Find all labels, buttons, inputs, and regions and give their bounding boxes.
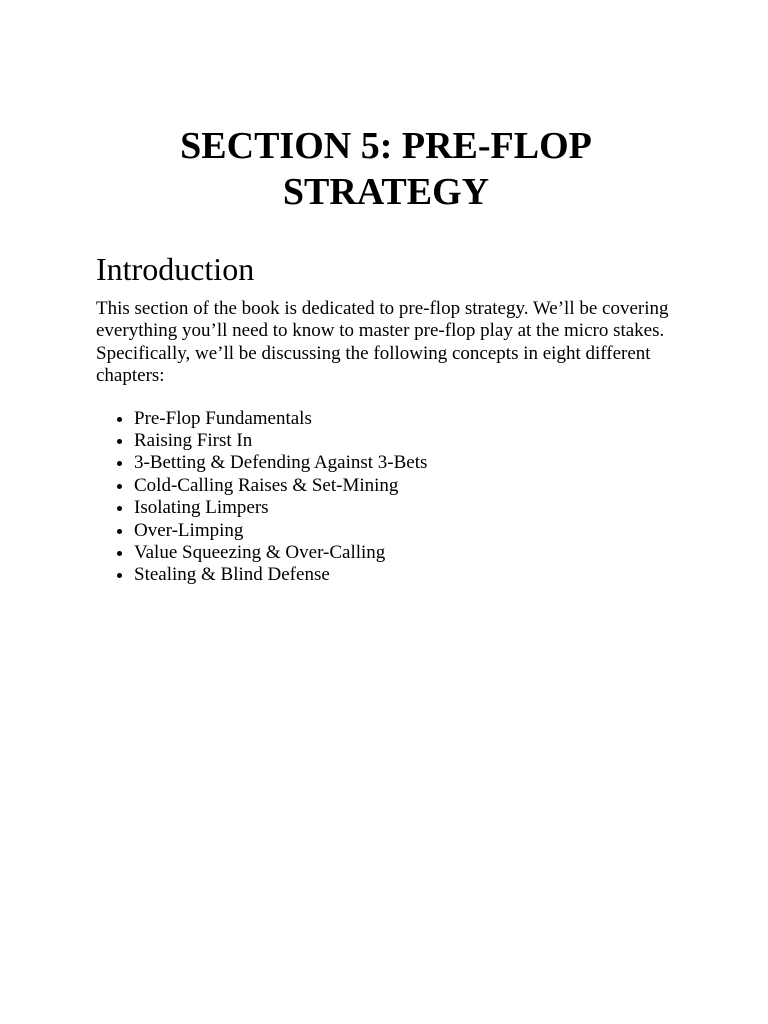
chapter-topic-list: [96, 408, 676, 587]
list-item: • Cold-Calling Raises & Set-Mining: [134, 475, 676, 497]
list-item: • Value Squeezing & Over-Calling: [134, 542, 676, 564]
document-page: [96, 0, 676, 587]
section-title-line-2: STRATEGY: [282, 171, 490, 213]
section-title-line-1: SECTION 5: PRE-FLOP: [180, 125, 592, 167]
introduction-paragraph: This section of the book is dedicated to pre-flop strategy. We’ll be covering everything you’ll need to know to master pre-flop play at the micro stakes. Specifically, we’ll be discussing the following concepts in eight different chapters:: [96, 298, 669, 387]
section-title: [96, 0, 676, 215]
list-item: • Over-Limping: [134, 520, 676, 542]
list-item: • Stealing & Blind Defense: [134, 564, 676, 586]
list-item: • 3-Betting & Defending Against 3-Bets: [134, 452, 676, 474]
introduction-heading: Introduction: [96, 251, 255, 287]
list-item: • Pre-Flop Fundamentals: [134, 408, 676, 430]
list-item: • Isolating Limpers: [134, 497, 676, 519]
list-item: • Raising First In: [134, 430, 676, 452]
